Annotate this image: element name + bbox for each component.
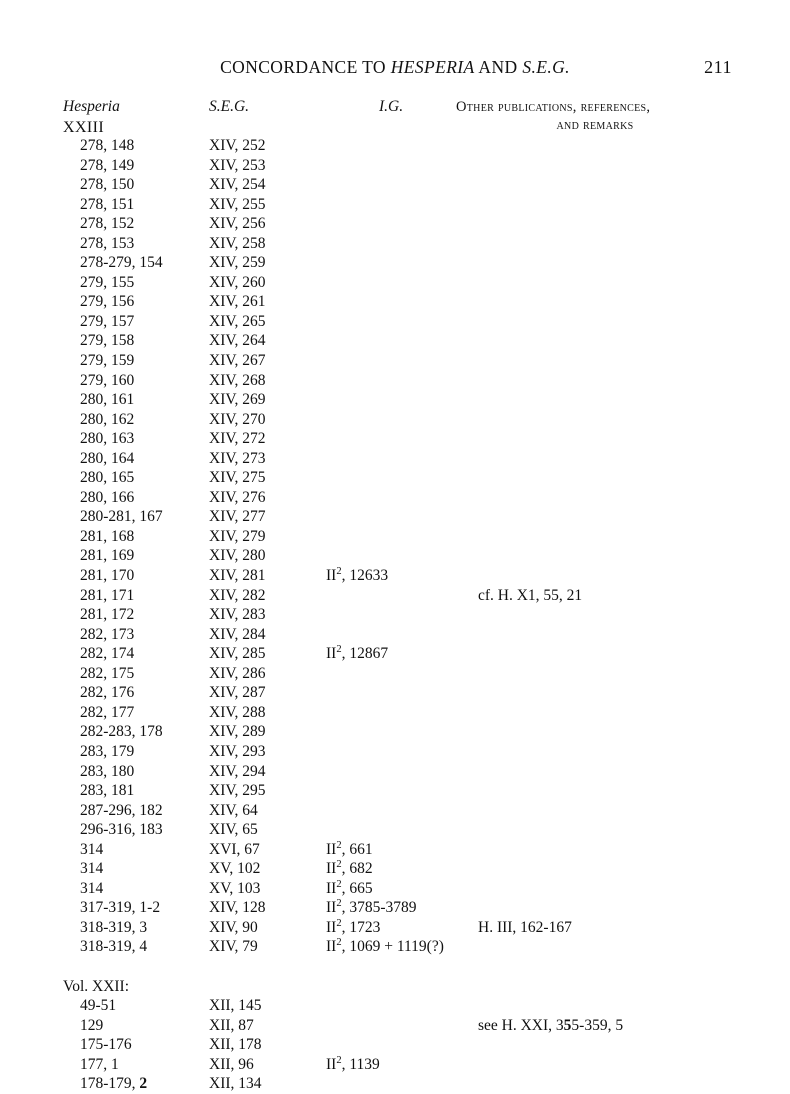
cell-hesperia: 281, 171 <box>80 586 135 604</box>
cell-ig: $II^2$, 661 <box>326 839 373 858</box>
table-row <box>0 1055 790 1075</box>
column-header-ig: I.G. <box>379 98 404 115</box>
cell-hesperia: 314 <box>80 860 104 878</box>
cell-hesperia: 281, 170 <box>80 567 135 585</box>
cell-seg: XIV, 281 <box>209 567 266 585</box>
cell-seg: XIV, 267 <box>209 352 266 370</box>
table-row <box>0 781 790 801</box>
cell-seg: XIV, 254 <box>209 176 266 194</box>
cell-hesperia: 280, 164 <box>80 449 135 467</box>
cell-hesperia: 281, 172 <box>80 606 135 624</box>
running-head-part4: S.E.G. <box>522 57 570 77</box>
cell-hesperia: 280, 163 <box>80 430 135 448</box>
cell-hesperia: 279, 159 <box>80 352 135 370</box>
cell-hesperia: 278, 148 <box>80 137 135 154</box>
cell-hesperia: 282, 176 <box>80 684 135 702</box>
table-row <box>0 683 790 703</box>
table-row <box>0 762 790 782</box>
cell-hesperia: 281, 168 <box>80 527 135 545</box>
table-row <box>0 253 790 273</box>
cell-seg: XIV, 265 <box>209 312 266 330</box>
cell-hesperia: 314 <box>80 840 104 858</box>
table-row <box>0 586 790 606</box>
column-header-seg: S.E.G. <box>209 98 250 115</box>
volume-label-xxiii: XXIII <box>63 119 105 136</box>
cell-seg: XII, 87 <box>209 1016 254 1034</box>
cell-seg: XIV, 287 <box>209 684 266 702</box>
cell-hesperia: 279, 155 <box>80 273 135 291</box>
table-row <box>0 214 790 234</box>
table-row <box>0 1016 790 1036</box>
table-row <box>0 1074 790 1094</box>
table-row <box>0 898 790 918</box>
cell-hesperia: 280, 162 <box>80 410 135 428</box>
cell-hesperia: 283, 179 <box>80 742 135 760</box>
cell-hesperia: 278-279, 154 <box>80 254 163 272</box>
cell-seg: XIV, 285 <box>209 645 266 663</box>
cell-seg: XIV, 280 <box>209 547 266 565</box>
cell-seg: XIV, 295 <box>209 782 266 800</box>
cell-hesperia: 280, 161 <box>80 391 135 409</box>
cell-seg: XII, 96 <box>209 1055 254 1073</box>
cell-seg: XIV, 260 <box>209 273 266 291</box>
cell-ig: $II^2$, 1069 + 1119(?) <box>326 937 444 956</box>
table-spacer-row <box>0 957 790 977</box>
table-row <box>0 351 790 371</box>
cell-hesperia: 278, 150 <box>80 176 135 194</box>
cell-seg: XV, 103 <box>209 879 261 897</box>
cell-other: cf. H. X1, 55, 21 <box>478 586 583 604</box>
table-row <box>0 507 790 527</box>
cell-hesperia: 279, 156 <box>80 293 135 311</box>
cell-seg: XIV, 90 <box>209 918 258 936</box>
cell-hesperia: 278, 153 <box>80 234 135 252</box>
table-row <box>0 331 790 351</box>
cell-seg: XIV, 277 <box>209 508 266 526</box>
cell-seg: XII, 134 <box>209 1075 262 1093</box>
cell-hesperia: 178-179, 2 <box>80 1075 148 1093</box>
cell-hesperia: 287-296, 182 <box>80 801 163 819</box>
cell-hesperia: 281, 169 <box>80 547 135 565</box>
table-row <box>0 136 790 156</box>
cell-seg: XIV, 259 <box>209 254 266 272</box>
cell-ig: $II^2$, 1723 <box>326 917 381 936</box>
cell-seg: XIV, 275 <box>209 469 266 487</box>
cell-seg: XIV, 261 <box>209 293 266 311</box>
table-row <box>0 625 790 645</box>
table-row <box>0 840 790 860</box>
cell-seg: XIV, 288 <box>209 703 266 721</box>
cell-seg: XIV, 286 <box>209 664 266 682</box>
table-row <box>0 449 790 469</box>
cell-other: see H. XXI, 355-359, 5 <box>478 1016 624 1034</box>
cell-seg: XIV, 268 <box>209 371 266 389</box>
cell-seg: XII, 178 <box>209 1036 262 1054</box>
cell-seg: XIV, 284 <box>209 625 266 643</box>
table-row <box>0 429 790 449</box>
cell-hesperia: 280, 166 <box>80 488 135 506</box>
table-row <box>0 605 790 625</box>
table-row <box>0 390 790 410</box>
cell-seg: XIV, 258 <box>209 234 266 252</box>
cell-seg: XIV, 276 <box>209 488 266 506</box>
cell-seg: XIV, 79 <box>209 938 258 956</box>
cell-hesperia: 279, 157 <box>80 312 135 330</box>
cell-hesperia: 278, 149 <box>80 156 135 174</box>
table-row <box>0 312 790 332</box>
page-number: 211 <box>704 57 732 77</box>
cell-seg: XIV, 255 <box>209 195 266 213</box>
cell-hesperia: 49-51 <box>80 997 117 1015</box>
table-row <box>0 703 790 723</box>
cell-seg: XIV, 264 <box>209 332 266 350</box>
cell-seg: XII, 145 <box>209 997 262 1015</box>
cell-seg: XIV, 289 <box>209 723 266 741</box>
cell-hesperia: 282, 175 <box>80 664 135 682</box>
table-row <box>0 859 790 879</box>
cell-ig: $II^2$, 3785-3789 <box>326 898 417 917</box>
cell-ig: $II^2$, 12633 <box>326 565 389 585</box>
cell-hesperia: 280-281, 167 <box>80 508 163 526</box>
cell-seg: XIV, 253 <box>209 156 266 174</box>
cell-hesperia: 175-176 <box>80 1036 132 1054</box>
cell-seg: XIV, 128 <box>209 899 266 917</box>
table-row <box>0 527 790 547</box>
cell-seg: XIV, 283 <box>209 606 266 624</box>
cell-seg: XIV, 269 <box>209 391 266 409</box>
table-row <box>0 234 790 254</box>
running-head-part1: CONCORDANCE TO <box>220 57 391 77</box>
table-row <box>0 156 790 176</box>
cell-seg: XIV, 294 <box>209 762 266 780</box>
cell-ig: $II^2$, 682 <box>326 859 373 878</box>
table-row <box>0 410 790 430</box>
cell-hesperia: 282-283, 178 <box>80 723 163 741</box>
cell-hesperia: 314 <box>80 879 104 897</box>
cell-ig: $II^2$, 665 <box>326 878 373 897</box>
table-row <box>0 488 790 508</box>
table-row <box>0 918 790 938</box>
table-row <box>0 801 790 821</box>
cell-hesperia: 283, 181 <box>80 782 135 800</box>
cell-hesperia: 280, 165 <box>80 469 135 487</box>
table-row <box>0 742 790 762</box>
column-header-hesperia: Hesperia <box>63 98 120 115</box>
table-row <box>0 292 790 312</box>
cell-seg: XIV, 273 <box>209 449 266 467</box>
table-row <box>0 175 790 195</box>
table-row <box>0 566 790 586</box>
table-row <box>0 722 790 742</box>
running-head-part2: HESPERIA <box>390 57 475 77</box>
cell-seg: XVI, 67 <box>209 840 260 858</box>
cell-seg: XIV, 293 <box>209 742 266 760</box>
table-row <box>0 664 790 684</box>
table-row <box>0 371 790 391</box>
cell-hesperia: 282, 174 <box>80 645 135 663</box>
column-header-other <box>456 99 746 134</box>
table-row <box>0 468 790 488</box>
concordance-table <box>0 136 790 1094</box>
cell-hesperia: 279, 160 <box>80 371 135 389</box>
cell-hesperia: 296-316, 183 <box>80 821 163 839</box>
cell-seg: XIV, 252 <box>209 137 266 154</box>
table-row <box>0 879 790 899</box>
volume-label-row <box>0 977 790 997</box>
cell-hesperia: 278, 151 <box>80 195 135 213</box>
table-row <box>0 546 790 566</box>
cell-seg: XIV, 256 <box>209 215 266 233</box>
running-head-part3: AND <box>474 57 523 77</box>
table-row <box>0 996 790 1016</box>
running-head <box>0 57 790 78</box>
cell-ig: $II^2$, 1139 <box>326 1054 380 1073</box>
column-header-other-line1: Other publications, references, <box>456 99 651 115</box>
cell-seg: XIV, 279 <box>209 527 266 545</box>
cell-hesperia: 129 <box>80 1016 104 1034</box>
column-headers <box>0 98 790 138</box>
volume-label: Vol. XXII: <box>63 977 130 995</box>
cell-seg: XIV, 272 <box>209 430 266 448</box>
cell-hesperia: 279, 158 <box>80 332 135 350</box>
cell-seg: XIV, 64 <box>209 801 258 819</box>
cell-hesperia: 282, 173 <box>80 625 135 643</box>
cell-hesperia: 283, 180 <box>80 762 135 780</box>
cell-other: H. III, 162-167 <box>478 918 572 936</box>
table-row <box>0 937 790 957</box>
table-row <box>0 1035 790 1055</box>
column-header-other-line2: and remarks <box>556 117 634 133</box>
cell-hesperia: 177, 1 <box>80 1055 119 1073</box>
cell-ig: $II^2$, 12867 <box>326 644 389 663</box>
table-row <box>0 820 790 840</box>
cell-hesperia: 317-319, 1-2 <box>80 899 161 917</box>
table-row <box>0 644 790 664</box>
cell-hesperia: 318-319, 3 <box>80 918 148 936</box>
table-row <box>0 195 790 215</box>
cell-seg: XIV, 282 <box>209 586 266 604</box>
cell-seg: XIV, 270 <box>209 410 266 428</box>
cell-seg: XIV, 65 <box>209 821 258 839</box>
cell-seg: XV, 102 <box>209 860 261 878</box>
cell-hesperia: 318-319, 4 <box>80 938 148 956</box>
table-row <box>0 273 790 293</box>
cell-hesperia: 282, 177 <box>80 703 135 721</box>
cell-hesperia: 278, 152 <box>80 215 135 233</box>
